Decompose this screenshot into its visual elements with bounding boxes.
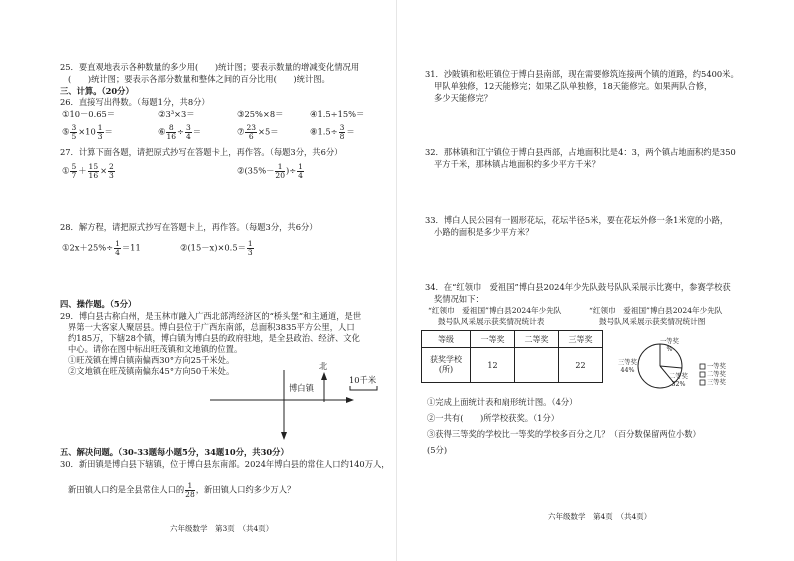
- q30-line-1: 30．新田镇是博白县下辖镇，位于博白县东南部。2024年博白县的常住人口约140万人，: [60, 459, 390, 469]
- scale-label: 10千米: [349, 375, 377, 385]
- chart-caption-1: “红领巾 爱祖国”博白县2024年少先队: [589, 306, 723, 315]
- q31-line-3: 多少天能修完？: [434, 93, 493, 103]
- section-5-title: 五、解决问题。（30-33题每小题5分，34题10分，共30分）: [60, 447, 289, 457]
- q29-line-4: 中心。请你在图中标出旺茂镇和文地镇的位置。: [68, 344, 243, 354]
- legend-second: 二等奖: [707, 371, 726, 378]
- header-first: 一等奖: [471, 331, 515, 348]
- q26-item-5: ⑤ $\frac{3}{5}$ ×10 $\frac{1}{3}$ ＝: [62, 123, 113, 141]
- legend-swatch-second: [700, 372, 705, 377]
- page-footer-3: 六年级数学 第3页 （共4页）: [170, 524, 274, 533]
- q26-item-3: ③25%×8＝: [237, 109, 284, 119]
- town-label: 博白镇: [289, 383, 314, 393]
- q33-line-1: 33．博白人民公园有一圆形花坛，花坛半径5米，要在花坛外修一条1米宽的小路，: [425, 215, 729, 225]
- q32-line-2: 平方千米，那林镇占地面积约多少平方千米？: [434, 159, 600, 169]
- cell-first: 12: [471, 348, 515, 383]
- header-third: 三等奖: [559, 331, 603, 348]
- q28-a: ①2x＋25%÷ $\frac{1}{4}$ ＝11: [62, 239, 141, 257]
- section-3-title: 三、计算。（20分）: [60, 86, 134, 96]
- q33-line-2: 小路的面积是多少平方米？: [434, 227, 534, 237]
- q26-item-2: ②3³×3＝: [158, 109, 195, 119]
- q26-item-8: ⑧1.5÷ $\frac{3}{8}$ ＝: [310, 123, 355, 141]
- legend-first: 一等奖: [707, 363, 726, 370]
- legend-third: 三等奖: [707, 379, 726, 386]
- q34-line-2: 奖情况如下：: [434, 294, 484, 304]
- table-caption-1: “红领巾 爱祖国”博白县2024年少先队: [428, 306, 562, 315]
- q29-line-3: 约185万，下辖28个镇，博白镇为博白县的政府驻地，是全县政治、经济、文化: [68, 333, 360, 343]
- header-grade: 等级: [422, 331, 471, 348]
- cell-third: 22: [559, 348, 603, 383]
- q31-line-2: 甲队单独修，12天能修完；如果乙队单独修，18天能修完。如果两队合修，: [434, 81, 713, 91]
- row-label-line-1: 获奖学校: [430, 354, 462, 364]
- q26-title: 26．直接写出得数。（每题1分，共8分）: [60, 97, 210, 107]
- chart-caption-2: 鼓号队风采展示获奖情况统计图: [599, 317, 706, 326]
- q27-b: ②(35%－ $\frac{1}{20}$ )÷ $\frac{1}{4}$: [237, 162, 303, 180]
- page-footer-4: 六年级数学 第4页 （共4页）: [548, 512, 652, 521]
- q27-title: 27．计算下面各题，请把原式抄写在答题卡上，再作答。（每题3分，共6分）: [60, 147, 343, 157]
- header-second: 二等奖: [515, 331, 559, 348]
- q28-title: 28．解方程，请把原式抄写在答题卡上，再作答。（每题3分，共6分）: [60, 222, 318, 232]
- section-4-title: 四、操作题。（5分）: [60, 299, 137, 309]
- q34-sub-3: ③获得三等奖的学校比一等奖的学校多百分之几？（百分数保留两位小数）: [427, 429, 701, 439]
- q28-b: ②(15－x)×0.5＝ $\frac{1}{3}$: [180, 239, 253, 257]
- row-label-line-2: (所): [438, 365, 454, 374]
- q31-line-1: 31．沙陂镇和松旺镇位于博白县南部，现在需要修筑连接两个镇的道路，约5400米。: [425, 69, 739, 79]
- q25-line1: 25．要直观地表示各种数量的多少用( )统计图；要表示数量的增减变化情况用: [60, 62, 360, 72]
- north-label: 北: [319, 361, 328, 371]
- q26-item-6: ⑥ $\frac{8}{16}$ ÷ $\frac{3}{4}$ ＝: [158, 123, 202, 141]
- q34-line-1: 34．在“红领巾 爱祖国”博白县2024年少先队鼓号队队采展示比赛中，参赛学校获: [425, 282, 731, 292]
- q34-sub-1: ①完成上面统计表和扇形统计图。（4分）: [427, 397, 578, 407]
- q25-line2: ( )统计图；要表示各部分数量和整体之间的百分比用( )统计图。: [68, 74, 330, 84]
- q27-a: ① $\frac{5}{7}$ ＋ $\frac{15}{16}$ × $\frac{2}{3}$: [62, 162, 114, 180]
- q29-line-5: ①旺茂镇在博白镇南偏西30°方向25千米处。: [68, 355, 235, 365]
- legend-swatch-first: [700, 364, 705, 369]
- q29-line-2: 界第一大客家人聚居县。博白县位于广西东南部，总面积3835平方公里，人口: [68, 322, 355, 332]
- q34-sub-2: ②一共有( )所学校获奖。（1分）: [427, 413, 560, 423]
- legend-swatch-third: [700, 380, 705, 385]
- q26-item-1: ①10－0.65＝: [62, 109, 116, 119]
- q26-item-4: ④1.5÷15%＝: [310, 109, 365, 119]
- table-caption-2: 鼓号队风采展示获奖情况统计表: [438, 317, 545, 326]
- q29-line-1: 29．博白县古称白州，是玉林市融入广西北部湾经济区的“桥头堡”和主通道，是世: [60, 311, 362, 321]
- q29-line-6: ②文地镇在旺茂镇南偏东45°方向50千米处。: [68, 366, 235, 376]
- pie-label-second: 二等奖 32%: [669, 373, 688, 388]
- q34-sub-3-points: (5分): [427, 445, 448, 455]
- q30-line-2: 新田镇人口约是全县常住人口的 $\frac{1}{28}$ ，新田镇人口约多少万人？: [68, 481, 296, 499]
- pie-label-first: 一等奖 %: [660, 338, 679, 353]
- pie-label-third: 三等奖 44%: [618, 359, 637, 374]
- q32-line-1: 32．那林镇和江宁镇位于博白县西部，占地面积比是4：3，两个镇占地面积约是350: [425, 147, 736, 157]
- q26-item-7: ⑦ $\frac{23}{6}$ ×5＝: [237, 123, 279, 141]
